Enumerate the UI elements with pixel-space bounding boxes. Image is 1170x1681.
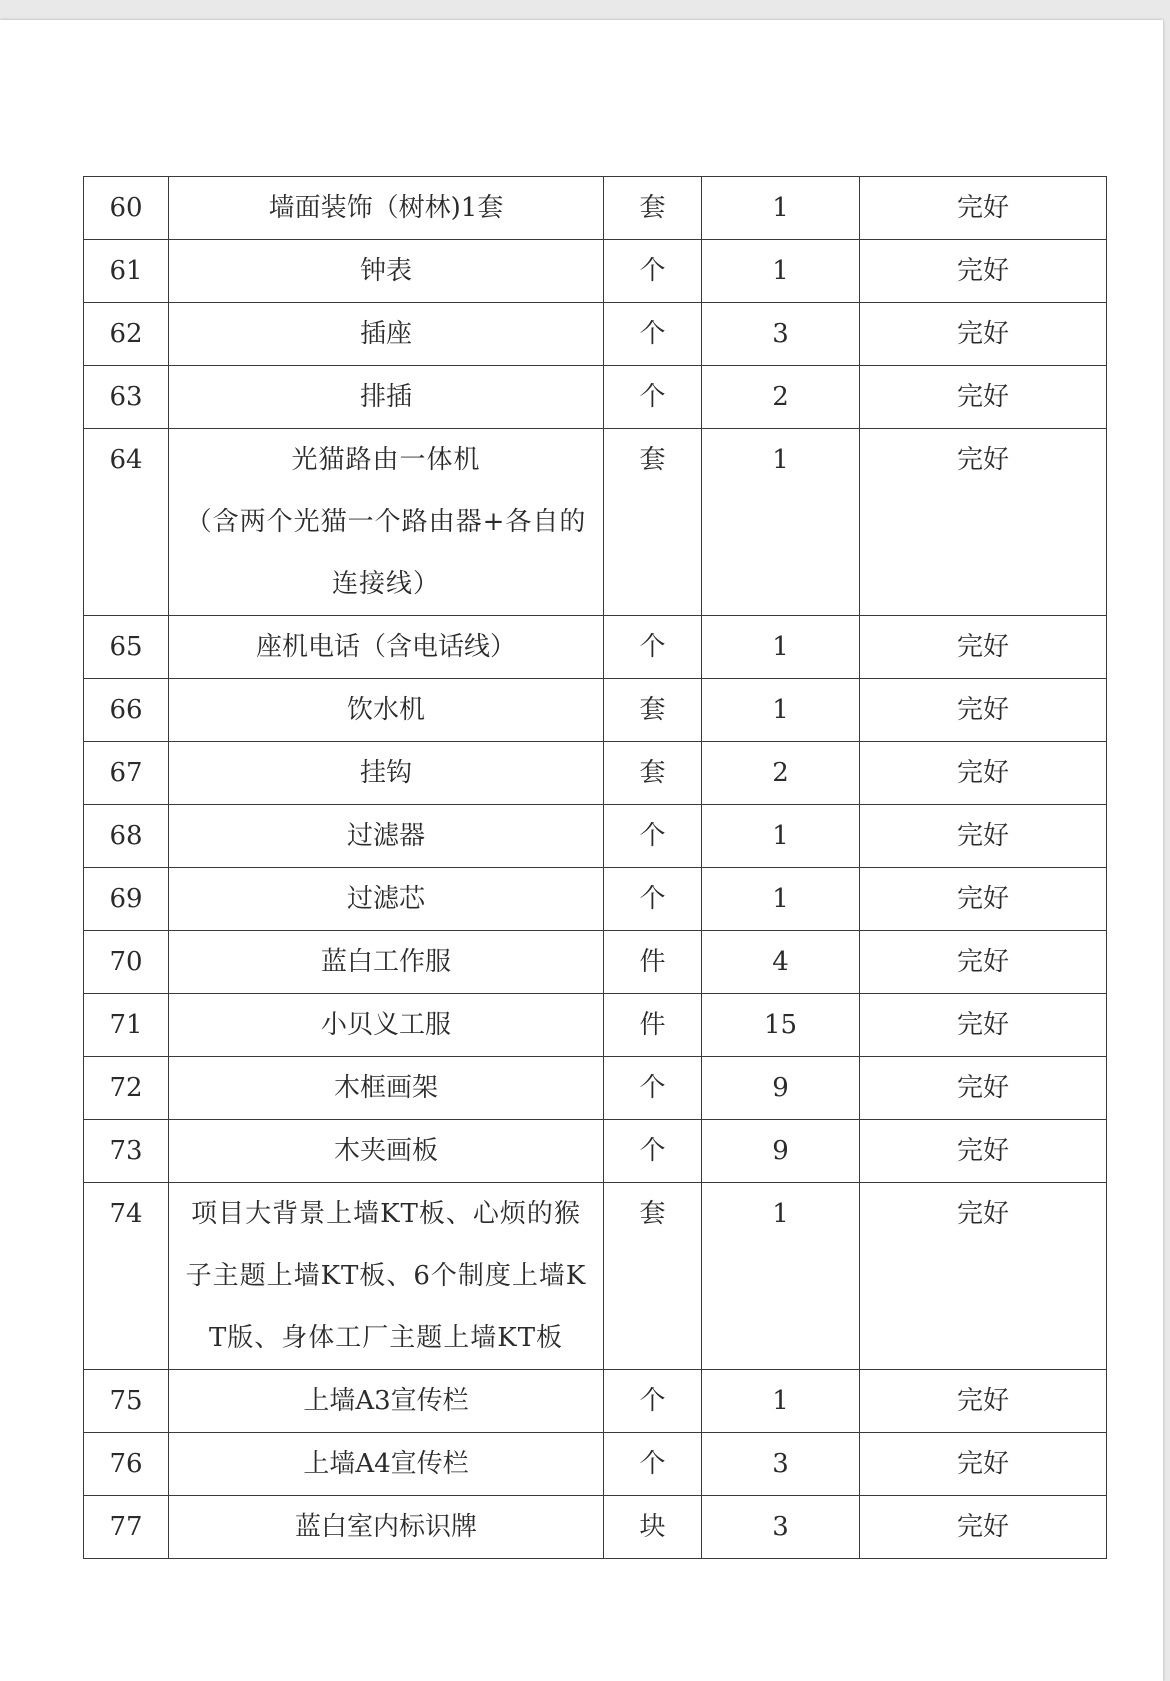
item-status: 完好 [860,868,1107,931]
item-unit: 个 [604,868,702,931]
table-row [84,1496,1107,1559]
table-row [84,931,1107,994]
item-name-line: T版、身体工厂主题上墙KT板 [208,1323,564,1353]
item-unit: 件 [604,994,702,1057]
item-unit: 个 [604,805,702,868]
table-row [84,868,1107,931]
row-number: 74 [84,1183,169,1370]
item-quantity: 2 [702,742,860,805]
row-number: 69 [84,868,169,931]
item-status: 完好 [860,366,1107,429]
row-number: 62 [84,303,169,366]
table-row [84,429,1107,616]
item-quantity: 1 [702,1183,860,1370]
row-number: 63 [84,366,169,429]
table-row [84,240,1107,303]
table-row [84,303,1107,366]
item-quantity: 1 [702,805,860,868]
item-name: 上墙A4宣传栏 [169,1433,604,1496]
item-unit: 个 [604,616,702,679]
item-unit: 个 [604,366,702,429]
item-status: 完好 [860,1183,1107,1370]
item-name-line: 光猫路由一体机 [291,445,481,475]
table-row [84,1433,1107,1496]
table-row [84,994,1107,1057]
table-row [84,1370,1107,1433]
item-quantity: 1 [702,616,860,679]
item-quantity: 1 [702,429,860,616]
table-row [84,679,1107,742]
table-row [84,742,1107,805]
table-row [84,366,1107,429]
item-name: 墙面装饰（树林)1套 [169,177,604,240]
item-quantity: 9 [702,1120,860,1183]
table-row [84,177,1107,240]
item-unit: 块 [604,1496,702,1559]
row-number: 67 [84,742,169,805]
row-number: 64 [84,429,169,616]
table-row [84,1120,1107,1183]
item-status: 完好 [860,1120,1107,1183]
item-name: 木框画架 [169,1057,604,1120]
row-number: 73 [84,1120,169,1183]
row-number: 68 [84,805,169,868]
item-name: 蓝白室内标识牌 [169,1496,604,1559]
item-quantity: 3 [702,1433,860,1496]
item-status: 完好 [860,679,1107,742]
row-number: 75 [84,1370,169,1433]
item-quantity: 3 [702,1496,860,1559]
table-row [84,1183,1107,1370]
item-unit: 个 [604,1057,702,1120]
item-name: 挂钩 [169,742,604,805]
item-quantity: 9 [702,1057,860,1120]
item-name: 木夹画板 [169,1120,604,1183]
row-number: 77 [84,1496,169,1559]
item-status: 完好 [860,177,1107,240]
item-status: 完好 [860,1496,1107,1559]
item-unit: 套 [604,429,702,616]
item-status: 完好 [860,805,1107,868]
item-unit: 个 [604,1433,702,1496]
item-quantity: 15 [702,994,860,1057]
item-name: 插座 [169,303,604,366]
item-status: 完好 [860,240,1107,303]
item-status: 完好 [860,994,1107,1057]
item-status: 完好 [860,742,1107,805]
item-quantity: 2 [702,366,860,429]
item-unit: 套 [604,679,702,742]
row-number: 76 [84,1433,169,1496]
item-name: 上墙A3宣传栏 [169,1370,604,1433]
row-number: 66 [84,679,169,742]
item-name [169,1183,604,1370]
item-unit: 套 [604,742,702,805]
table-row [84,1057,1107,1120]
item-unit: 个 [604,303,702,366]
item-unit: 个 [604,1120,702,1183]
item-status: 完好 [860,429,1107,616]
row-number: 71 [84,994,169,1057]
inventory-table [83,176,1107,1559]
item-status: 完好 [860,1370,1107,1433]
item-name: 小贝义工服 [169,994,604,1057]
row-number: 70 [84,931,169,994]
item-status: 完好 [860,616,1107,679]
table-row [84,805,1107,868]
item-name-line: （含两个光猫一个路由器+各自的 [185,507,587,537]
item-unit: 件 [604,931,702,994]
item-name: 排插 [169,366,604,429]
item-quantity: 3 [702,303,860,366]
row-number: 65 [84,616,169,679]
item-unit: 套 [604,1183,702,1370]
item-unit: 个 [604,240,702,303]
row-number: 60 [84,177,169,240]
item-name [169,429,604,616]
item-name: 饮水机 [169,679,604,742]
item-name: 过滤器 [169,805,604,868]
item-name-line: 项目大背景上墙KT板、心烦的猴 [191,1199,581,1229]
row-number: 61 [84,240,169,303]
item-unit: 个 [604,1370,702,1433]
document-page [0,20,1163,1681]
item-name-line: 子主题上墙KT板、6个制度上墙K [185,1261,587,1291]
item-status: 完好 [860,1057,1107,1120]
item-quantity: 1 [702,1370,860,1433]
table-row [84,616,1107,679]
item-quantity: 1 [702,868,860,931]
item-status: 完好 [860,303,1107,366]
item-quantity: 1 [702,240,860,303]
item-name: 蓝白工作服 [169,931,604,994]
item-name: 钟表 [169,240,604,303]
inventory-table-body [84,177,1107,1559]
item-quantity: 1 [702,177,860,240]
item-quantity: 4 [702,931,860,994]
row-number: 72 [84,1057,169,1120]
item-name: 过滤芯 [169,868,604,931]
item-status: 完好 [860,931,1107,994]
item-name-line: 连接线） [331,569,440,599]
item-unit: 套 [604,177,702,240]
item-name: 座机电话（含电话线） [169,616,604,679]
item-quantity: 1 [702,679,860,742]
item-status: 完好 [860,1433,1107,1496]
